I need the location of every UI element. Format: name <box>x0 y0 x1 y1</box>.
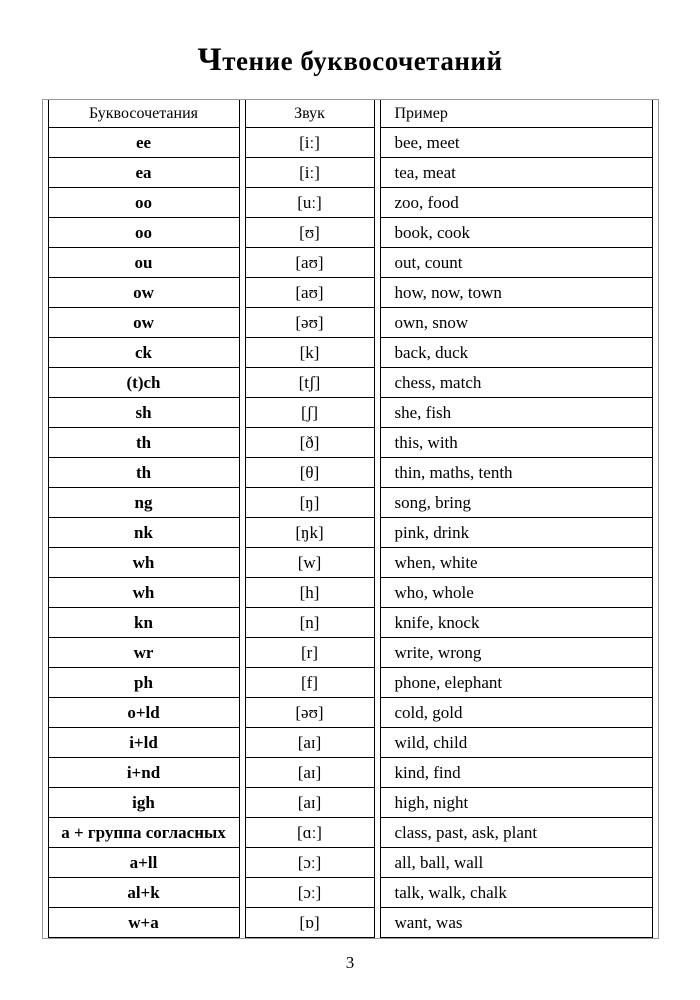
combination-cell: sh <box>48 398 240 428</box>
combination-cell: ee <box>48 128 240 158</box>
example-cell: thin, maths, tenth <box>380 458 653 488</box>
sound-cell: [w] <box>245 548 375 578</box>
example-cell: talk, walk, chalk <box>380 878 653 908</box>
combination-cell: ng <box>48 488 240 518</box>
table-row <box>48 698 653 728</box>
combination-cell: oo <box>48 218 240 248</box>
sound-cell: [uː] <box>245 188 375 218</box>
example-cell: song, bring <box>380 488 653 518</box>
example-cell: out, count <box>380 248 653 278</box>
table-row <box>48 758 653 788</box>
example-cell: wild, child <box>380 728 653 758</box>
sound-cell: [ʊ] <box>245 218 375 248</box>
example-cell: book, cook <box>380 218 653 248</box>
combination-cell: ph <box>48 668 240 698</box>
example-cell: bee, meet <box>380 128 653 158</box>
table-row <box>48 488 653 518</box>
table-row <box>48 338 653 368</box>
table-row <box>48 788 653 818</box>
sound-cell: [əʊ] <box>245 698 375 728</box>
combination-cell: w+a <box>48 908 240 938</box>
table-row <box>48 278 653 308</box>
table-row <box>48 728 653 758</box>
table-row <box>48 248 653 278</box>
combination-cell: nk <box>48 518 240 548</box>
table-row <box>48 878 653 908</box>
example-cell: she, fish <box>380 398 653 428</box>
sound-cell: [ɒ] <box>245 908 375 938</box>
example-cell: tea, meat <box>380 158 653 188</box>
letter-combinations-table <box>42 99 659 939</box>
table-row <box>48 218 653 248</box>
example-cell: kind, find <box>380 758 653 788</box>
example-cell: when, white <box>380 548 653 578</box>
combination-cell: th <box>48 428 240 458</box>
example-cell: own, snow <box>380 308 653 338</box>
sound-cell: [ɔː] <box>245 848 375 878</box>
combination-cell: a + группа согласных <box>48 818 240 848</box>
table-row <box>48 518 653 548</box>
sound-cell: [aʊ] <box>245 278 375 308</box>
combination-cell: kn <box>48 608 240 638</box>
table-row <box>48 428 653 458</box>
example-cell: class, past, ask, plant <box>380 818 653 848</box>
table-body <box>48 128 653 938</box>
combination-cell: i+nd <box>48 758 240 788</box>
table-row <box>48 308 653 338</box>
combination-cell: ow <box>48 308 240 338</box>
combination-cell: th <box>48 458 240 488</box>
example-cell: back, duck <box>380 338 653 368</box>
sound-cell: [ŋk] <box>245 518 375 548</box>
example-cell: want, was <box>380 908 653 938</box>
sound-cell: [əʊ] <box>245 308 375 338</box>
table-row <box>48 188 653 218</box>
combination-cell: al+k <box>48 878 240 908</box>
sound-cell: [aɪ] <box>245 788 375 818</box>
sound-cell: [aɪ] <box>245 728 375 758</box>
sound-cell: [r] <box>245 638 375 668</box>
table-row <box>48 398 653 428</box>
sound-cell: [n] <box>245 608 375 638</box>
table-row <box>48 848 653 878</box>
sound-cell: [ɔː] <box>245 878 375 908</box>
table-row <box>48 668 653 698</box>
table-row <box>48 458 653 488</box>
column-header-sound: Звук <box>245 100 375 128</box>
sound-cell: [aɪ] <box>245 758 375 788</box>
combination-cell: i+ld <box>48 728 240 758</box>
example-cell: zoo, food <box>380 188 653 218</box>
combination-cell: wh <box>48 548 240 578</box>
example-cell: high, night <box>380 788 653 818</box>
combination-cell: a+ll <box>48 848 240 878</box>
column-header-combinations: Буквосочетания <box>48 100 240 128</box>
sound-cell: [iː] <box>245 158 375 188</box>
combination-cell: wh <box>48 578 240 608</box>
combination-cell: ea <box>48 158 240 188</box>
example-cell: who, whole <box>380 578 653 608</box>
combination-cell: igh <box>48 788 240 818</box>
combination-cell: wr <box>48 638 240 668</box>
sound-cell: [ʃ] <box>245 398 375 428</box>
sound-cell: [ŋ] <box>245 488 375 518</box>
example-cell: pink, drink <box>380 518 653 548</box>
combination-cell: ck <box>48 338 240 368</box>
example-cell: phone, elephant <box>380 668 653 698</box>
table-row <box>48 578 653 608</box>
table-row <box>48 818 653 848</box>
combination-cell: ow <box>48 278 240 308</box>
example-cell: this, with <box>380 428 653 458</box>
example-cell: chess, match <box>380 368 653 398</box>
sound-cell: [f] <box>245 668 375 698</box>
combination-cell: (t)ch <box>48 368 240 398</box>
page-title: Чтение буквосочетаний <box>197 42 503 78</box>
table-row <box>48 128 653 158</box>
table-row <box>48 368 653 398</box>
sound-cell: [aʊ] <box>245 248 375 278</box>
table-row <box>48 608 653 638</box>
sound-cell: [ð] <box>245 428 375 458</box>
table-header <box>48 100 653 128</box>
example-cell: how, now, town <box>380 278 653 308</box>
combination-cell: oo <box>48 188 240 218</box>
sound-cell: [tʃ] <box>245 368 375 398</box>
combination-cell: ou <box>48 248 240 278</box>
table-row <box>48 548 653 578</box>
sound-cell: [θ] <box>245 458 375 488</box>
table-row <box>48 158 653 188</box>
sound-cell: [iː] <box>245 128 375 158</box>
combination-cell: o+ld <box>48 698 240 728</box>
sound-cell: [ɑː] <box>245 818 375 848</box>
sound-cell: [k] <box>245 338 375 368</box>
header-row <box>48 100 653 128</box>
sound-cell: [h] <box>245 578 375 608</box>
example-cell: all, ball, wall <box>380 848 653 878</box>
column-header-example: Пример <box>380 100 653 128</box>
table-row <box>48 908 653 938</box>
example-cell: knife, knock <box>380 608 653 638</box>
table-row <box>48 638 653 668</box>
example-cell: write, wrong <box>380 638 653 668</box>
example-cell: cold, gold <box>380 698 653 728</box>
page-number: 3 <box>345 953 355 972</box>
